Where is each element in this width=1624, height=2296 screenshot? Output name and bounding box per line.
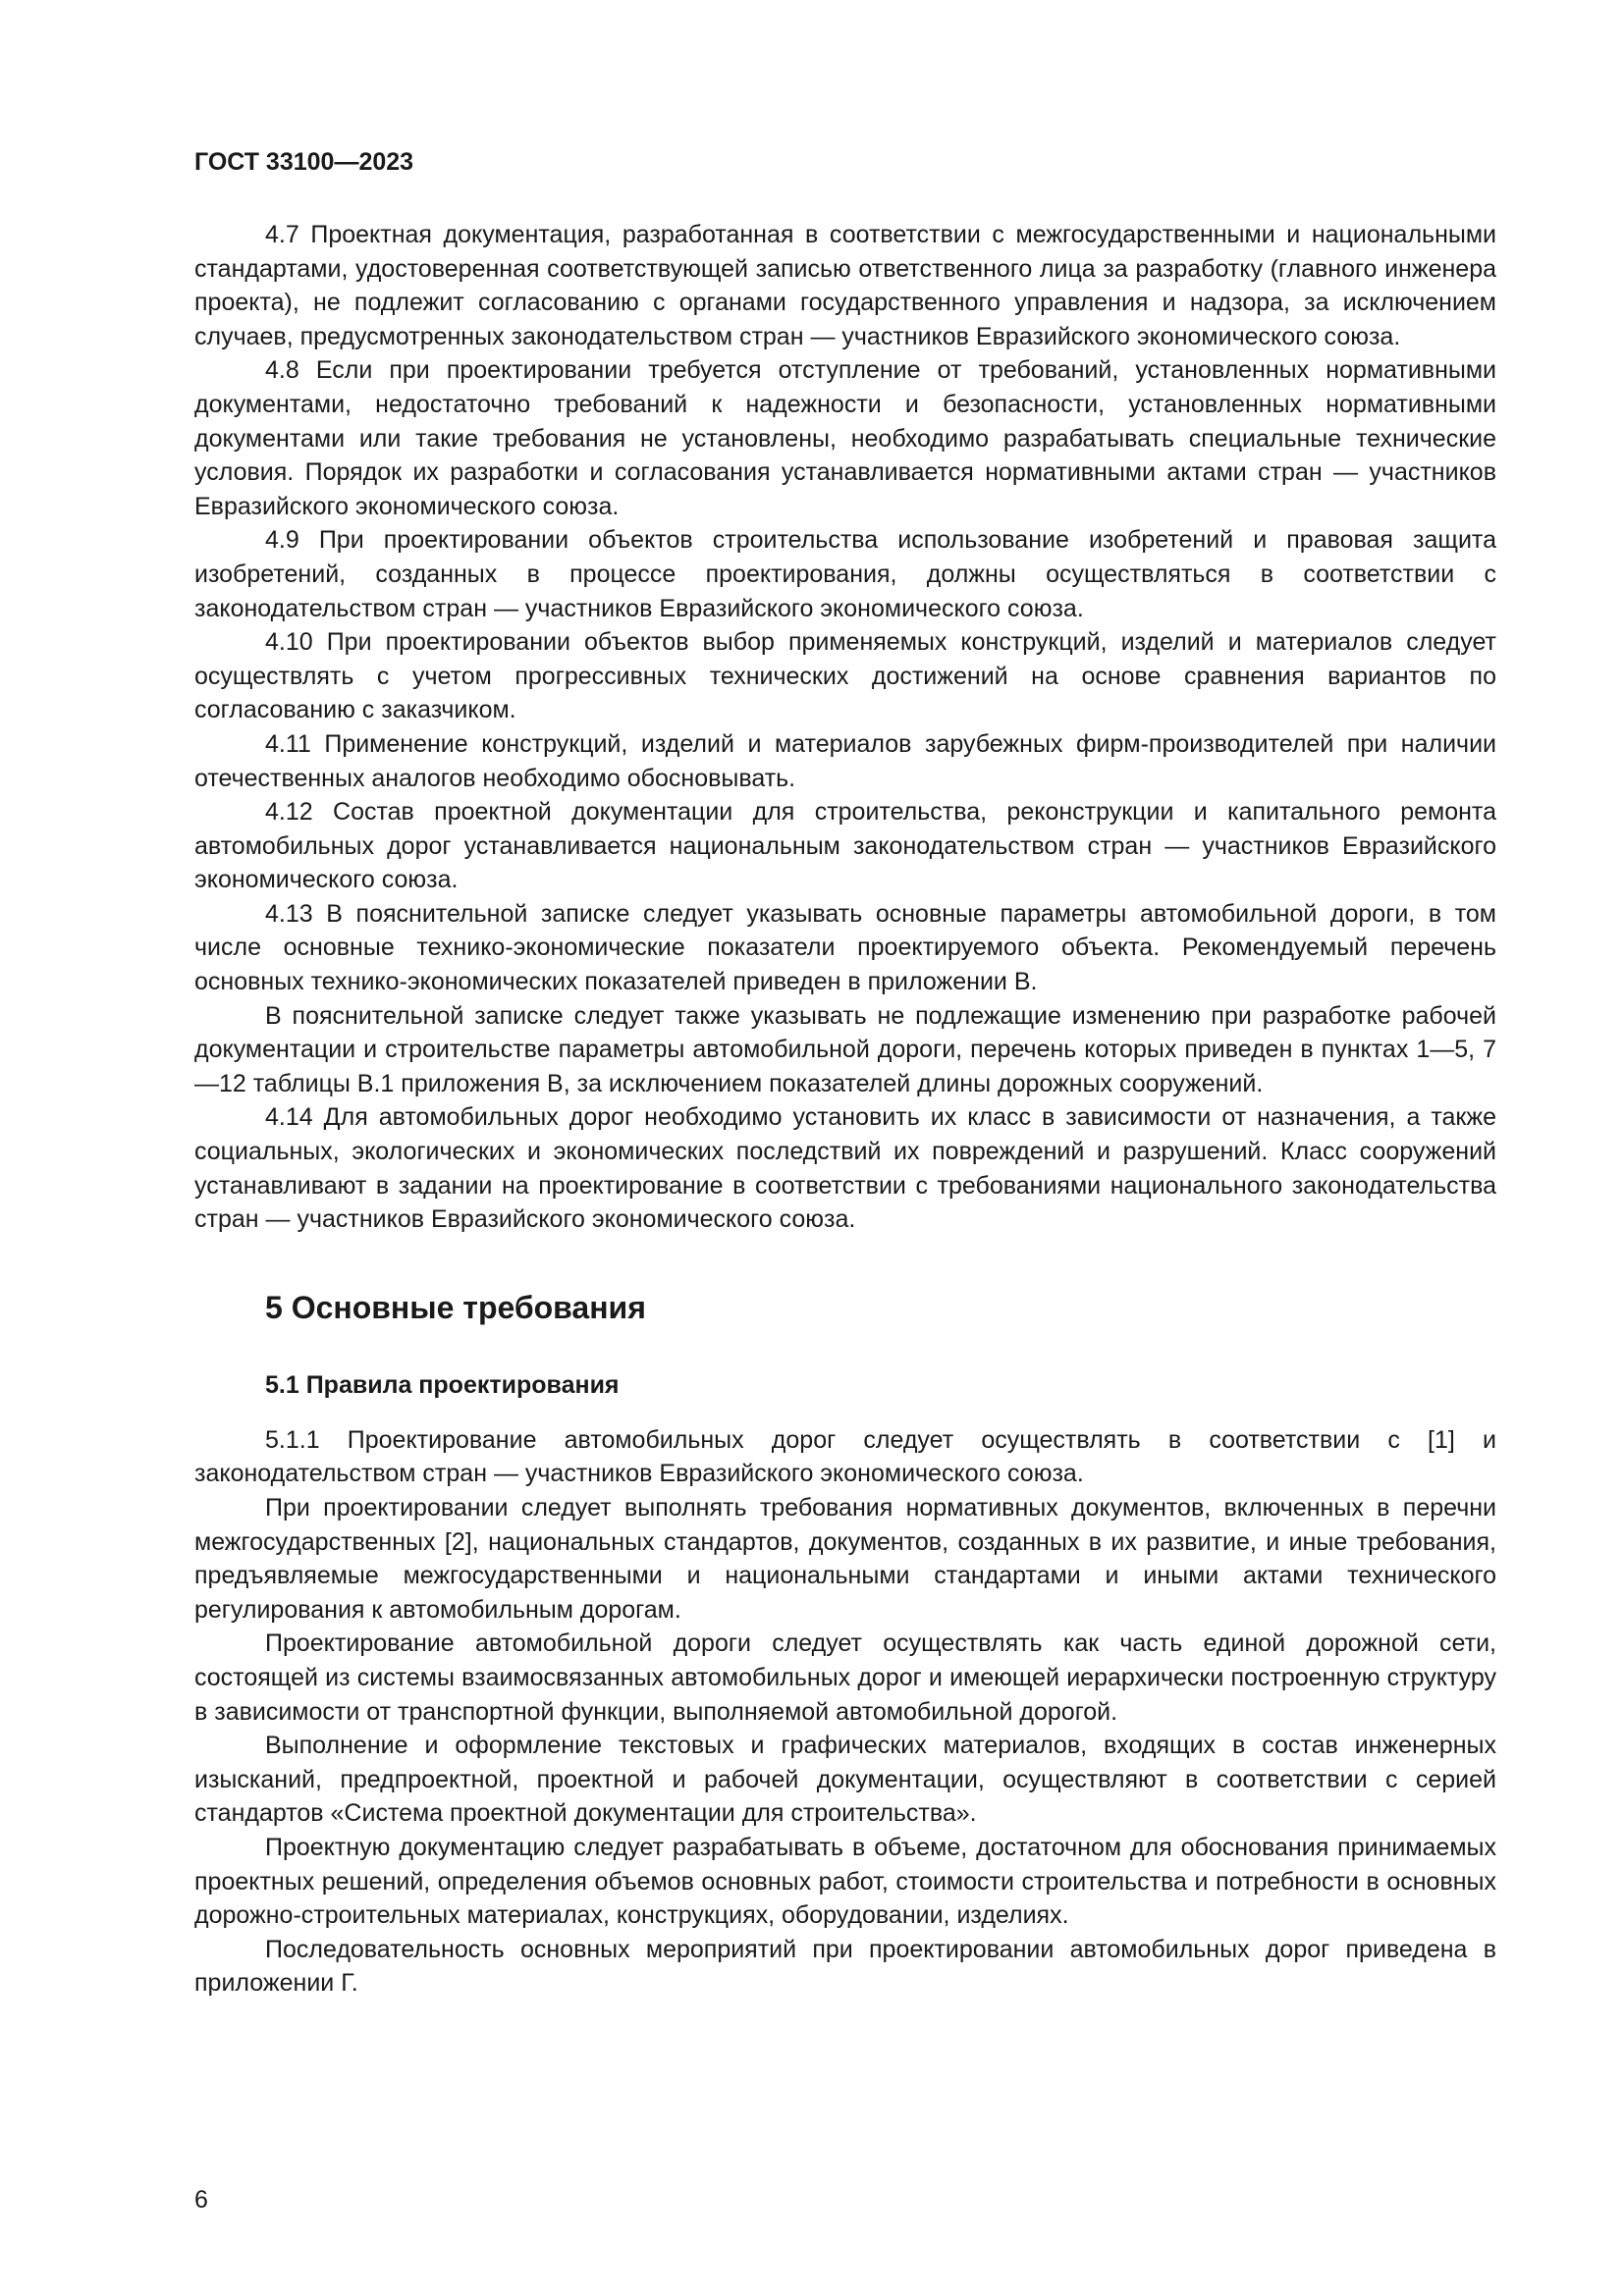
paragraph-5-1-1-sequence: Последовательность основных мероприятий при проектировании автомобильных дорог приведена в приложении Г. — [194, 1935, 1496, 1998]
page-number: 6 — [194, 2186, 208, 2214]
paragraph-5-1-1-road-network: Проектирование автомобильной дороги следует осуществлять как часть единой дорожной сети, состоящей из системы взаимосвязанных автомобильных дорог и имеющей иерархически построенную структуру в зависимости от транспортной функции, выполняемой автомобильной дорогой. — [194, 1629, 1496, 1726]
paragraph-4-8: 4.8 Если при проектировании требуется отступление от требований, установленных нормативными документами, недостаточно требований к надежности и безопасности, установленных нормативными документами или такие требования не установлены, необходимо разрабатывать специальные технические условия. Порядок их разработки и согласования устанавливается нормативными актами стран — участников Евразийского экономического союза. — [194, 356, 1496, 520]
paragraph-4-13-continued: В пояснительной записке следует также указывать не подлежащие изменению при разработке рабочей документации и строительстве параметры автомобильной дороги, перечень которых приведен в пунктах 1—5, 7—12 таблицы В.1 приложения В, за исключением показателей длины дорожных сооружений. — [194, 1001, 1496, 1097]
paragraph-4-11: 4.11 Применение конструкций, изделий и материалов зарубежных фирм-производителей при наличии отечественных аналогов необходимо обосновывать. — [194, 729, 1496, 792]
paragraph-4-14: 4.14 Для автомобильных дорог необходимо установить их класс в зависимости от назначения, а также социальных, экологических и экономических последствий их повреждений и разрушений. Класс сооружений устанавливают в задании на проектирование в соответствии с требованиями национального законодательства стран — участников Евразийского экономического союза. — [194, 1103, 1496, 1234]
page-body — [194, 147, 1496, 2001]
subsection-title: 5.1 Правила проектирования — [265, 1370, 620, 1399]
paragraph-4-13: 4.13 В пояснительной записке следует указывать основные параметры автомобильной дороги, в том числе основные технико-экономические показатели проектируемого объекта. Рекомендуемый перечень основных технико-экономических показателей приведен в приложении В. — [194, 899, 1496, 996]
section-title: 5 Основные требования — [265, 1289, 646, 1325]
paragraph-4-10: 4.10 При проектировании объектов выбор применяемых конструкций, изделий и материалов следует осуществлять с учетом прогрессивных технических достижений на основе сравнения вариантов по согласованию с заказчиком. — [194, 628, 1496, 724]
paragraph-5-1-1-requirements: При проектировании следует выполнять требования нормативных документов, включенных в перечни межгосударственных [2], национальных стандартов, документов, созданных в их развитие, и иные требования, предъявляемые межгосударственными и национальными стандартами и иными актами технического регулирования к автомобильным дорогам. — [194, 1494, 1496, 1624]
paragraph-5-1-1-materials: Выполнение и оформление текстовых и графических материалов, входящих в состав инженерных изысканий, предпроектной, проектной и рабочей документации, осуществляют в соответствии с серией стандартов «Система проектной документации для строительства». — [194, 1732, 1496, 1828]
paragraph-4-7: 4.7 Проектная документация, разработанная в соответствии с межгосударственными и национальными стандартами, удостоверенная соответствующей записью ответственного лица за разработку (главного инженера проекта), не подлежит согласованию с органами государственного управления и надзора, за исключением случаев, предусмотренных законодательством стран — участников Евразийского экономического союза. — [194, 221, 1496, 350]
paragraph-4-12: 4.12 Состав проектной документации для строительства, реконструкции и капитального ремонта автомобильных дорог устанавливается национальным законодательством стран — участников Евразийского экономического союза. — [194, 798, 1496, 894]
paragraph-4-9: 4.9 При проектировании объектов строительства использование изобретений и правовая защита изобретений, созданных в процессе проектирования, должны осуществляться в соответствии с законодательством стран — участников Евразийского экономического союза. — [194, 526, 1496, 622]
paragraph-5-1-1-scope: Проектную документацию следует разрабатывать в объеме, достаточном для обоснования принимаемых проектных решений, определения объемов основных работ, стоимости строительства и потребности в основных дорожно-строительных материалах, конструкциях, оборудовании, изделиях. — [194, 1833, 1496, 1930]
paragraph-5-1-1: 5.1.1 Проектирование автомобильных дорог следует осуществлять в соответствии с [1] и законодательством стран — участников Евразийского экономического союза. — [194, 1425, 1496, 1488]
document-code-header: ГОСТ 33100—2023 — [194, 148, 414, 176]
